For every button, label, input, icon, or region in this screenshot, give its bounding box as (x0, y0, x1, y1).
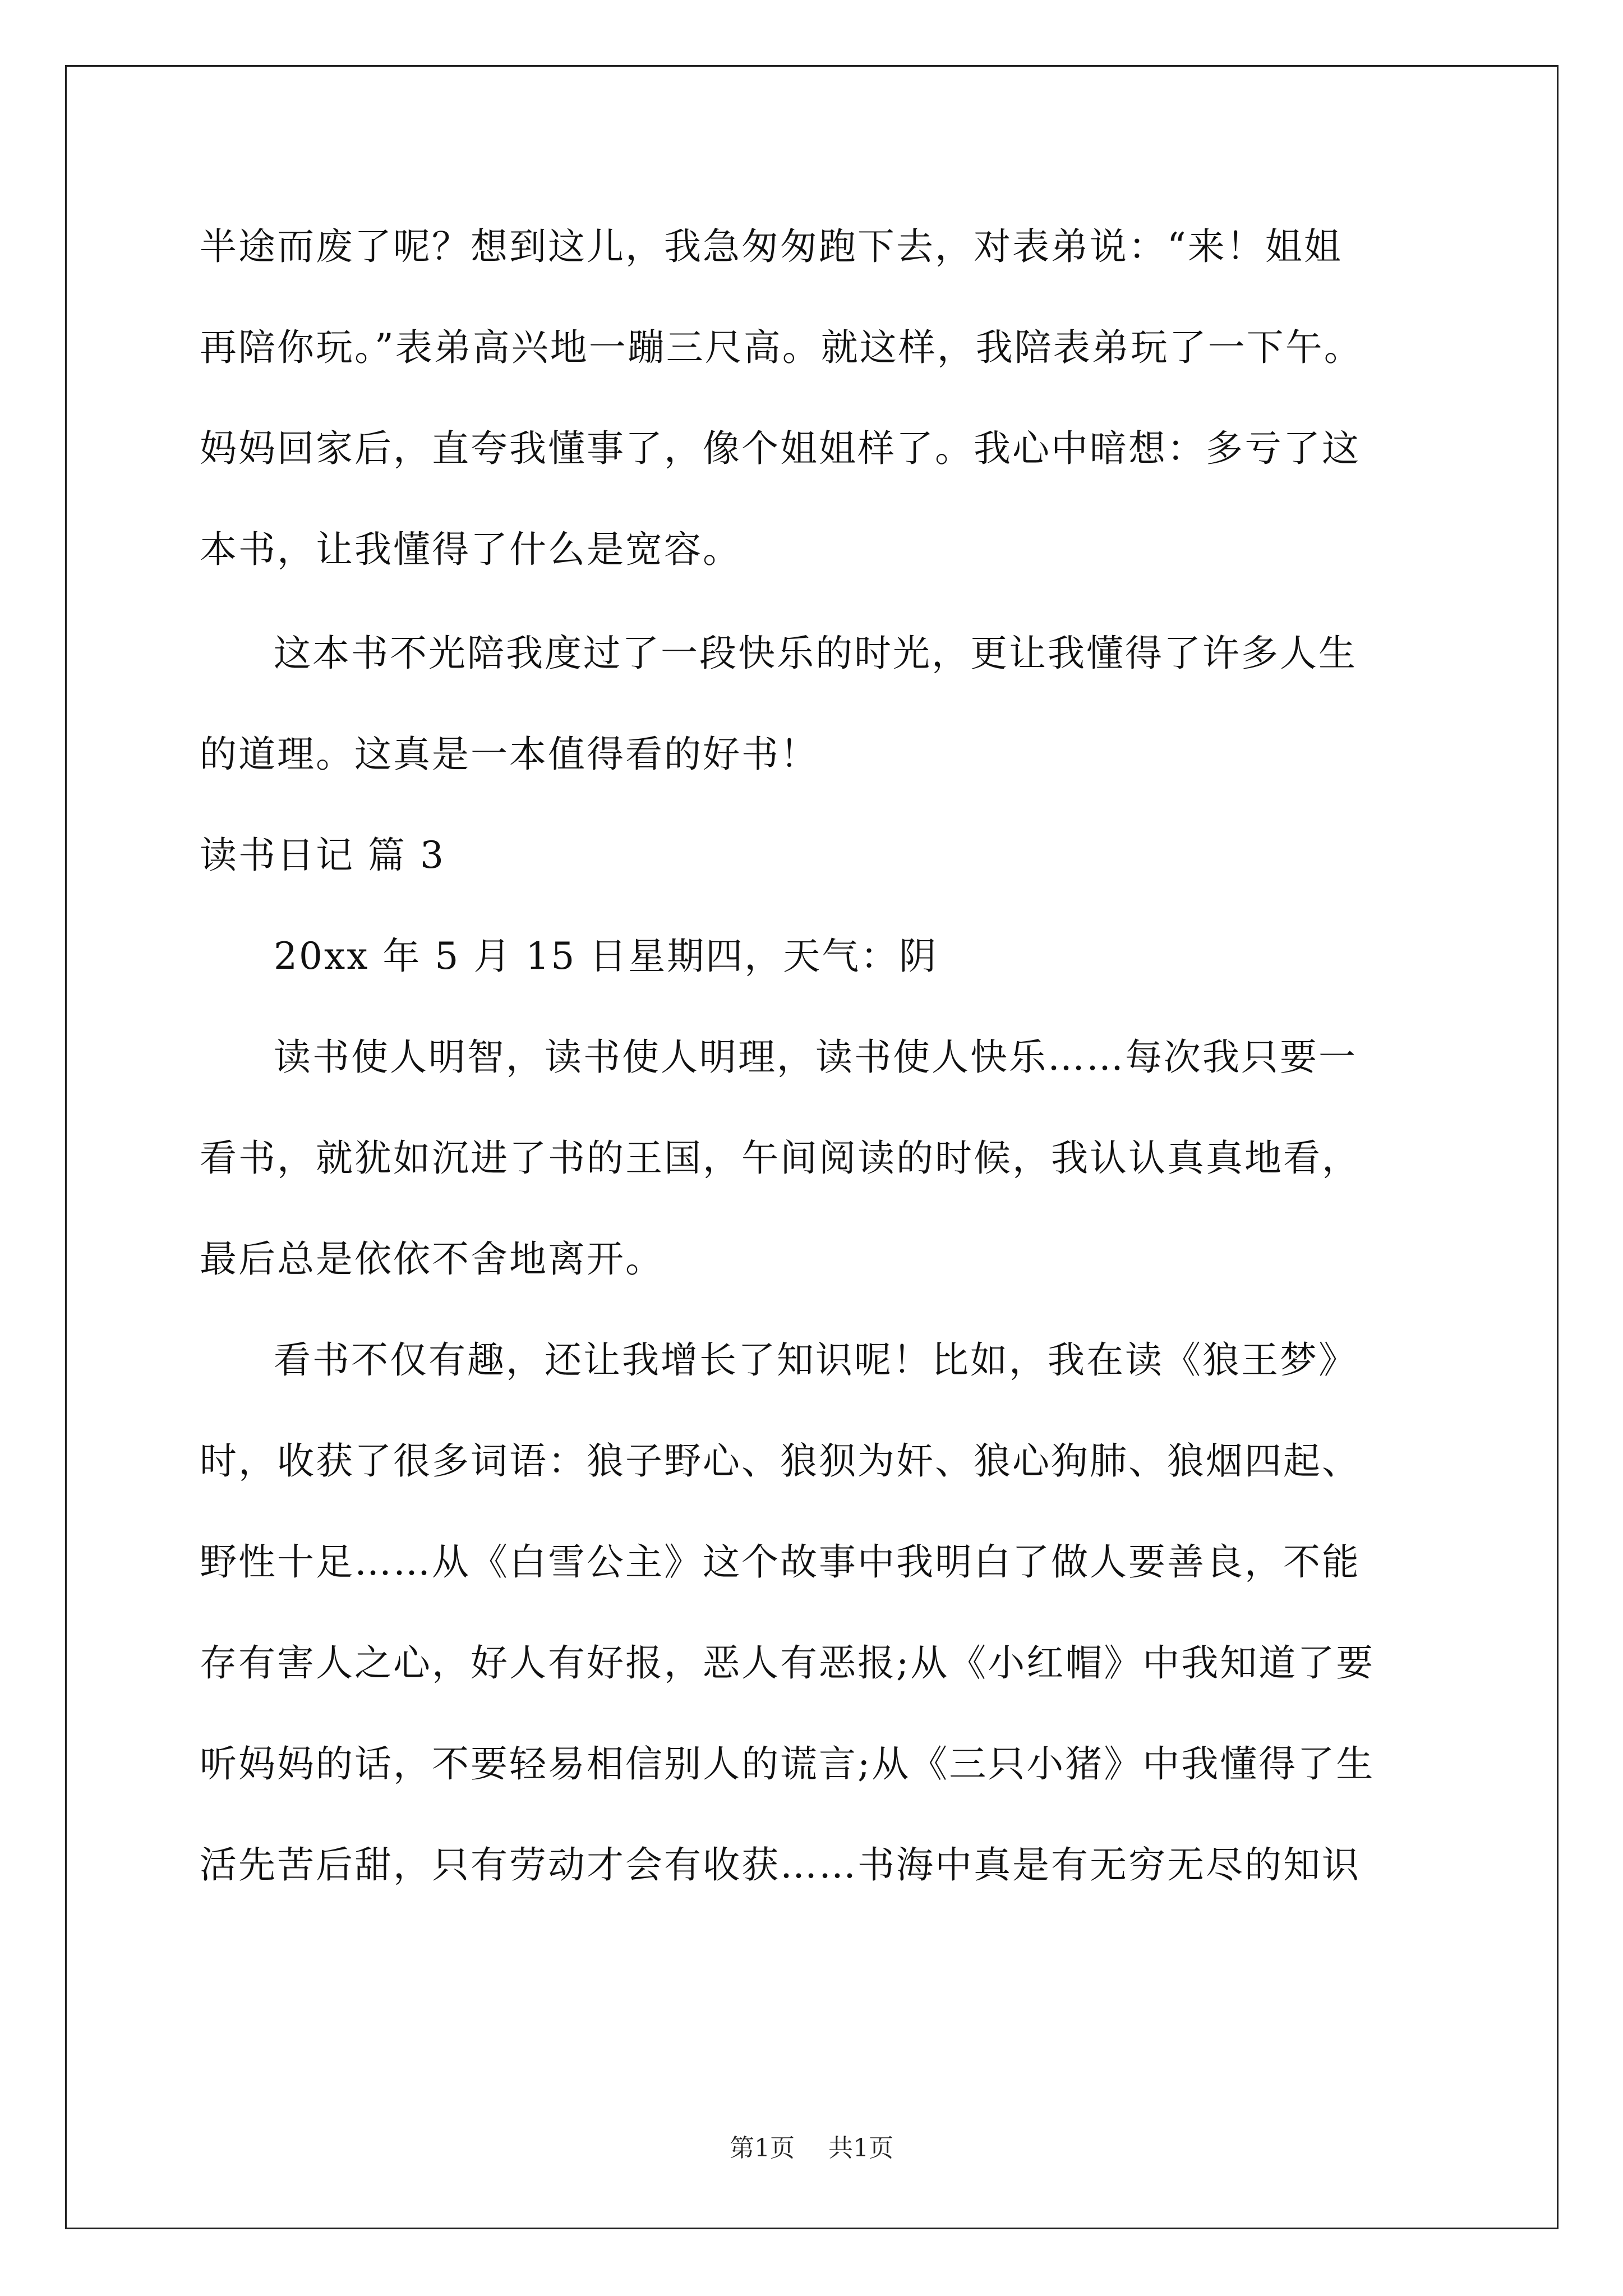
text-line: 的道理。这真是一本值得看的好书！ (200, 733, 819, 776)
page-footer (0, 2132, 1623, 2165)
text-line: 再陪你玩。”表弟高兴地一蹦三尺高。就这样，我陪表弟玩了一下午。 (200, 326, 1363, 369)
page-total: 共1页 (828, 2134, 893, 2162)
section-heading: 读书日记 篇 3 (200, 834, 445, 877)
text-line: 这本书不光陪我度过了一段快乐的时光，更让我懂得了许多人生 (274, 632, 1357, 675)
text-line: 看书不仅有趣，还让我增长了知识呢！比如，我在读《狼王梦》 (274, 1338, 1357, 1382)
text-line: 活先苦后甜，只有劳动才会有收获……书海中真是有无穷无尽的知识 (200, 1843, 1361, 1887)
text-line: 妈妈回家后，直夸我懂事了，像个姐姐样了。我心中暗想：多亏了这 (200, 427, 1361, 470)
text-line: 时，收获了很多词语：狼子野心、狼狈为奸、狼心狗肺、狼烟四起、 (200, 1439, 1361, 1483)
text-line: 读书使人明智，读书使人明理，读书使人快乐……每次我只要一 (274, 1036, 1357, 1079)
page-number: 第1页 (730, 2134, 795, 2162)
text-line: 听妈妈的话，不要轻易相信别人的谎言;从《三只小猪》中我懂得了生 (200, 1742, 1375, 1786)
text-line: 存有害人之心，好人有好报，恶人有恶报;从《小红帽》中我知道了要 (200, 1641, 1375, 1685)
text-line: 半途而废了呢？想到这儿，我急匆匆跑下去，对表弟说：“来！姐姐 (200, 225, 1343, 268)
diary-date-line: 20xx 年 5 月 15 日星期四，天气：阴 (274, 935, 938, 978)
text-line: 野性十足……从《白雪公主》这个故事中我明白了做人要善良，不能 (200, 1540, 1361, 1584)
text-line: 最后总是依依不舍地离开。 (200, 1237, 664, 1281)
text-line: 看书，就犹如沉进了书的王国，午间阅读的时候，我认认真真地看， (200, 1137, 1361, 1180)
text-line: 本书，让我懂得了什么是宽容。 (200, 528, 741, 571)
